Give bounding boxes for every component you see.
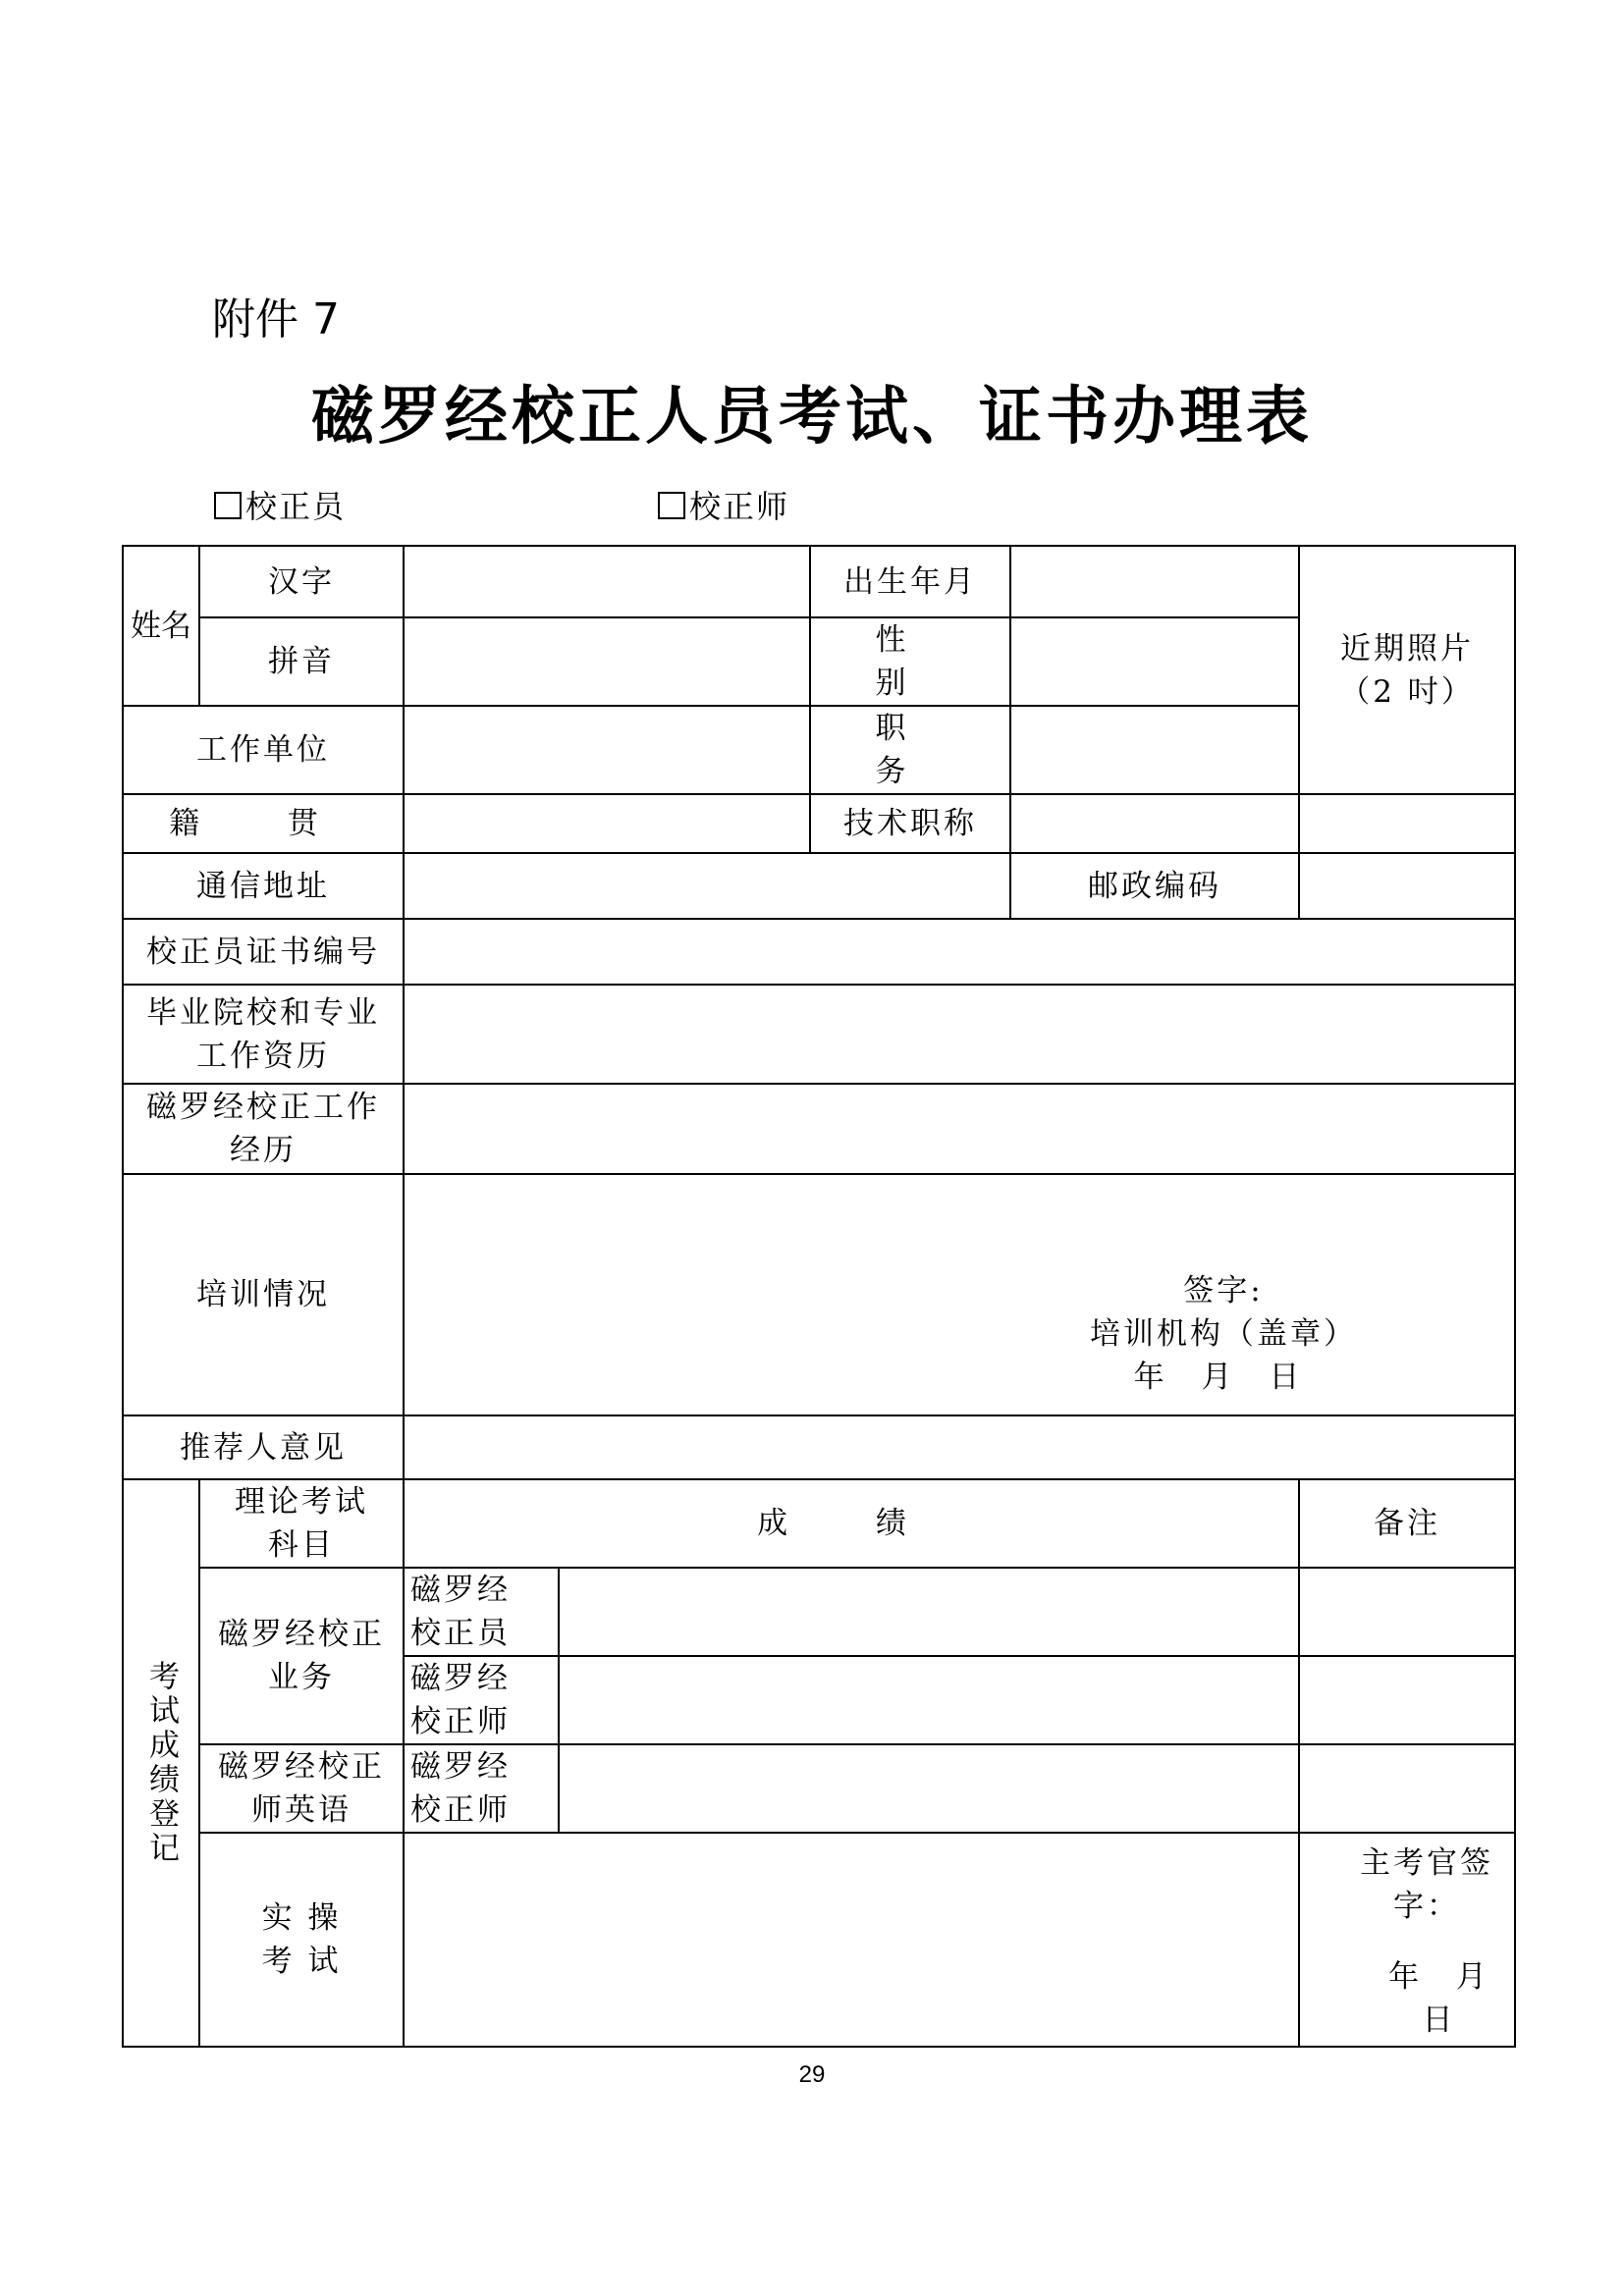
address-label: 通信地址 [123,853,404,919]
training-sign-label: 签字: [1183,1273,1264,1308]
master-remark-field[interactable] [1299,1656,1515,1744]
postcode-field[interactable] [1299,853,1515,919]
photo-box-bottom [1299,794,1515,853]
name-pinyin-label: 拼音 [199,617,404,706]
master-level-label: 磁罗经 校正师 [404,1656,559,1744]
examiner-date-label: 年 月 日 [1388,1959,1500,2038]
gender-field[interactable] [1010,617,1299,706]
cert-number-label: 校正员证书编号 [123,919,404,985]
education-field[interactable] [404,985,1515,1084]
photo-box [1299,546,1515,794]
training-date-label: 年 月 日 [1133,1360,1314,1395]
english-remark-field[interactable] [1299,1744,1515,1833]
tech-title-label: 技术职称 [810,794,1010,853]
english-score-field[interactable] [559,1744,1299,1833]
checkbox-icon[interactable] [658,492,685,519]
address-field[interactable] [404,853,1010,919]
education-label: 毕业院校和专业 工作资历 [123,985,404,1084]
birth-field[interactable] [1010,546,1299,617]
english-master-level-label: 磁罗经 校正师 [404,1744,559,1833]
tech-title-field[interactable] [1010,794,1299,853]
birth-label: 出生年月 [810,546,1010,617]
training-signature-block [1090,1269,1357,1399]
adjuster-remark-field[interactable] [1299,1568,1515,1656]
name-pinyin-field[interactable] [404,617,810,706]
theory-subject-label: 理论考试 科目 [199,1479,404,1568]
score-header: 成 绩 [404,1479,1299,1568]
photo-size-label: （2 吋） [1339,673,1475,710]
name-chinese-field[interactable] [404,546,810,617]
employer-field[interactable] [404,706,810,794]
recommender-field[interactable] [404,1415,1515,1479]
recommender-label: 推荐人意见 [123,1415,404,1479]
name-chinese-label: 汉字 [199,546,404,617]
position-field[interactable] [1010,706,1299,794]
option-adjuster[interactable] [214,481,346,532]
gender-label: 性 别 [810,617,1010,706]
native-place-field[interactable] [404,794,810,853]
practical-exam-label: 实 操 考 试 [199,1833,404,2047]
examiner-signature-cell[interactable] [1299,1833,1515,2047]
english-subject-label: 磁罗经校正 师英语 [199,1744,404,1833]
cert-number-field[interactable] [404,919,1515,985]
master-score-field[interactable] [559,1656,1299,1744]
form-title: 磁罗经校正人员考试、证书办理表 [311,381,1313,454]
work-experience-field[interactable] [404,1084,1515,1174]
postcode-label: 邮政编码 [1010,853,1299,919]
attachment-label: 附件 7 [212,294,340,345]
practical-exam-field[interactable] [404,1833,1299,2047]
exam-group-label: 考试成绩登记 [123,1479,199,2047]
application-form [122,545,1514,2038]
option-master[interactable] [658,481,789,532]
training-field[interactable] [404,1174,1515,1415]
remark-header: 备注 [1299,1479,1515,1568]
work-experience-label: 磁罗经校正工作 经历 [123,1084,404,1174]
employer-label: 工作单位 [123,706,404,794]
examiner-sign-label: 主考官签字： [1360,1845,1493,1924]
form-table [122,545,1516,2048]
adjuster-level-label: 磁罗经 校正员 [404,1568,559,1656]
position-label: 职 务 [810,706,1010,794]
name-group-label: 姓名 [123,546,199,706]
option-master-label: 校正师 [689,488,790,525]
native-place-label: 籍 贯 [123,794,404,853]
page-number: 29 [798,2061,826,2088]
photo-label: 近期照片 [1340,630,1474,667]
option-adjuster-label: 校正员 [245,488,347,525]
training-org-label: 培训机构（盖章） [1090,1316,1357,1352]
adjuster-score-field[interactable] [559,1568,1299,1656]
business-subject-label: 磁罗经校正 业务 [199,1568,404,1744]
training-label: 培训情况 [123,1174,404,1415]
checkbox-icon[interactable] [214,492,242,519]
